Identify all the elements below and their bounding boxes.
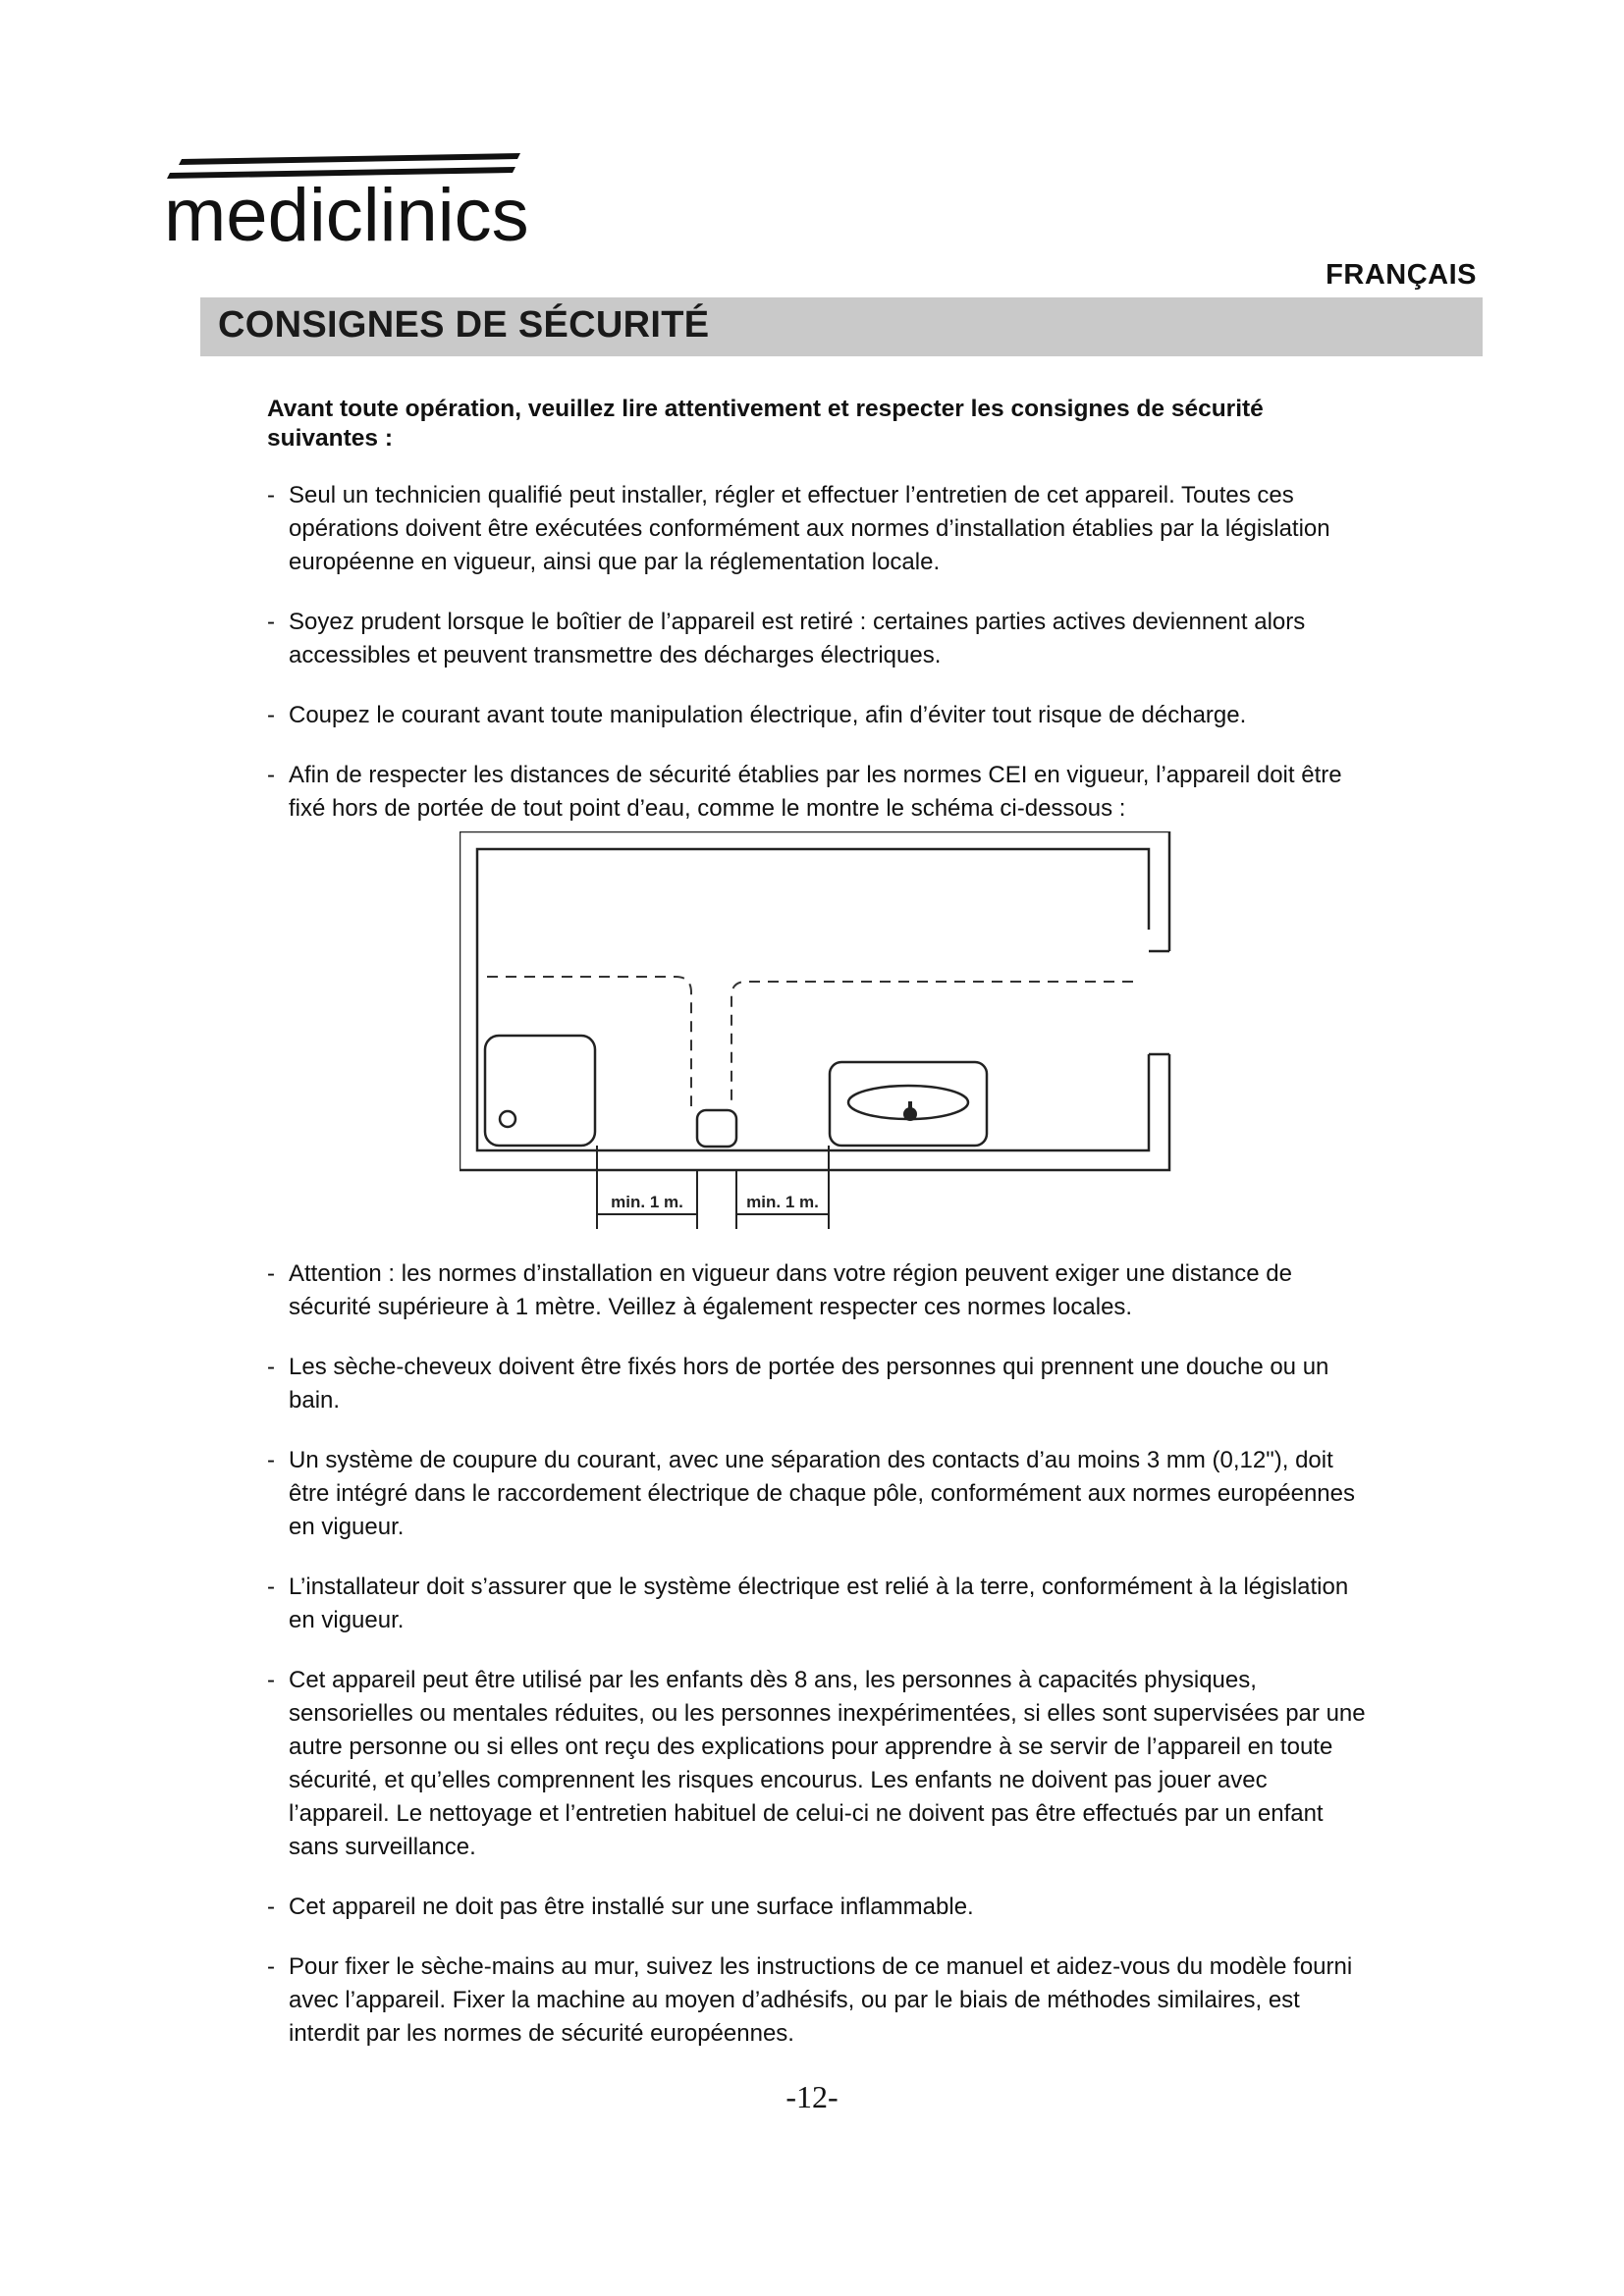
list-item-text: Cet appareil ne doit pas être installé sur une surface inflammable. xyxy=(289,1894,974,1920)
bullet-dash: - xyxy=(267,1667,275,1693)
page-number: -12- xyxy=(785,2079,839,2114)
shower-drain-icon xyxy=(500,1111,515,1127)
list-item xyxy=(267,1891,1367,1924)
bullet-dash: - xyxy=(267,609,275,635)
bullet-dash: - xyxy=(267,702,275,728)
list-item-text: Soyez prudent lorsque le boîtier de l’appareil est retiré : certaines parties actives deviennent alors accessibles et peuvent transmettre des décharges électriques. xyxy=(289,609,1306,668)
brand-logo xyxy=(162,147,535,255)
bullet-dash: - xyxy=(267,1260,275,1287)
list-item xyxy=(267,1257,1367,1324)
list-item-text: Les sèche-cheveux doivent être fixés hors de portée des personnes qui prennent une douche ou un bain. xyxy=(289,1354,1329,1414)
list-item xyxy=(267,479,1367,579)
list-item xyxy=(267,1664,1367,1864)
list-item xyxy=(267,699,1367,732)
safety-instructions xyxy=(267,395,1367,2077)
list-item-text: Un système de coupure du courant, avec une séparation des contacts d’au moins 3 mm (0,12"), doit être intégré dans le raccordement électrique de chaque pôle, conformément aux normes européennes en vigueur. xyxy=(289,1447,1355,1540)
section-title-bar xyxy=(200,297,1483,356)
list-item xyxy=(267,606,1367,672)
distance-label-right: min. 1 m. xyxy=(746,1193,819,1211)
bullet-dash: - xyxy=(267,1894,275,1920)
bullet-dash: - xyxy=(267,1447,275,1473)
list-item-text: Afin de respecter les distances de sécurité établies par les normes CEI en vigueur, l’appareil doit être fixé hors de portée de tout point d’eau, comme le montre le schéma ci-dessous : xyxy=(289,762,1342,822)
list-item-text: Cet appareil peut être utilisé par les enfants dès 8 ans, les personnes à capacités physiques, sensorielles ou mentales réduites, ou les personnes inexpérimentées, si elles sont supervisées par une autre personne ou si elles ont reçu des explications pour apprendre à se servir de l’appareil en toute sécurité, et qu’elles comprennent les risques encourus. Les enfants ne doivent pas jouer avec l’appareil. Le nettoyage et l’entretien habituel de celui-ci ne doivent pas être effectués par un enfant sans surveillance. xyxy=(289,1667,1366,1860)
list-item xyxy=(267,759,1367,826)
language-label: FRANÇAIS xyxy=(1326,259,1477,291)
list-item xyxy=(267,1950,1367,2051)
list-item-text: Seul un technicien qualifié peut installer, régler et effectuer l’entretien de cet appareil. Toutes ces opérations doivent être exécutées conformément aux normes d’installation établies par la législation européenne en vigueur, ainsi que par la réglementation locale. xyxy=(289,482,1330,575)
list-item xyxy=(267,1444,1367,1544)
list-item-text: Pour fixer le sèche-mains au mur, suivez les instructions de ce manuel et aidez-vous du modèle fourni avec l’appareil. Fixer la machine au moyen d’adhésifs, ou par le biais de méthodes similaires, est interdit par les normes de sécurité européennes. xyxy=(289,1953,1353,2047)
hand-dryer xyxy=(697,1110,736,1147)
intro-text: Avant toute opération, veuillez lire attentivement et respecter les consignes de sécurité suivantes : xyxy=(267,396,1264,452)
list-item-text: Coupez le courant avant toute manipulation électrique, afin d’éviter tout risque de décharge. xyxy=(289,702,1247,728)
list-item-text: L’installateur doit s’assurer que le système électrique est relié à la terre, conformément à la législation en vigueur. xyxy=(289,1574,1349,1633)
bathroom-distance-diagram xyxy=(267,831,1367,1254)
bullet-dash: - xyxy=(267,1953,275,1980)
brand-wordmark: mediclinics xyxy=(164,174,529,255)
bullet-dash: - xyxy=(267,482,275,508)
safety-zone-boundary xyxy=(487,977,1133,1106)
bullet-dash: - xyxy=(267,762,275,788)
section-title: CONSIGNES DE SÉCURITÉ xyxy=(218,304,710,346)
bullet-dash: - xyxy=(267,1354,275,1380)
list-item xyxy=(267,1351,1367,1417)
outer-wall xyxy=(460,831,1169,1170)
list-item-text: Attention : les normes d’installation en vigueur dans votre région peuvent exiger une distance de sécurité supérieure à 1 mètre. Veillez à également respecter ces normes locales. xyxy=(289,1260,1292,1320)
shower-tray xyxy=(485,1036,595,1146)
list-item xyxy=(267,1571,1367,1637)
distance-label-left: min. 1 m. xyxy=(611,1193,683,1211)
bullet-dash: - xyxy=(267,1574,275,1600)
inner-wall xyxy=(477,849,1149,1150)
